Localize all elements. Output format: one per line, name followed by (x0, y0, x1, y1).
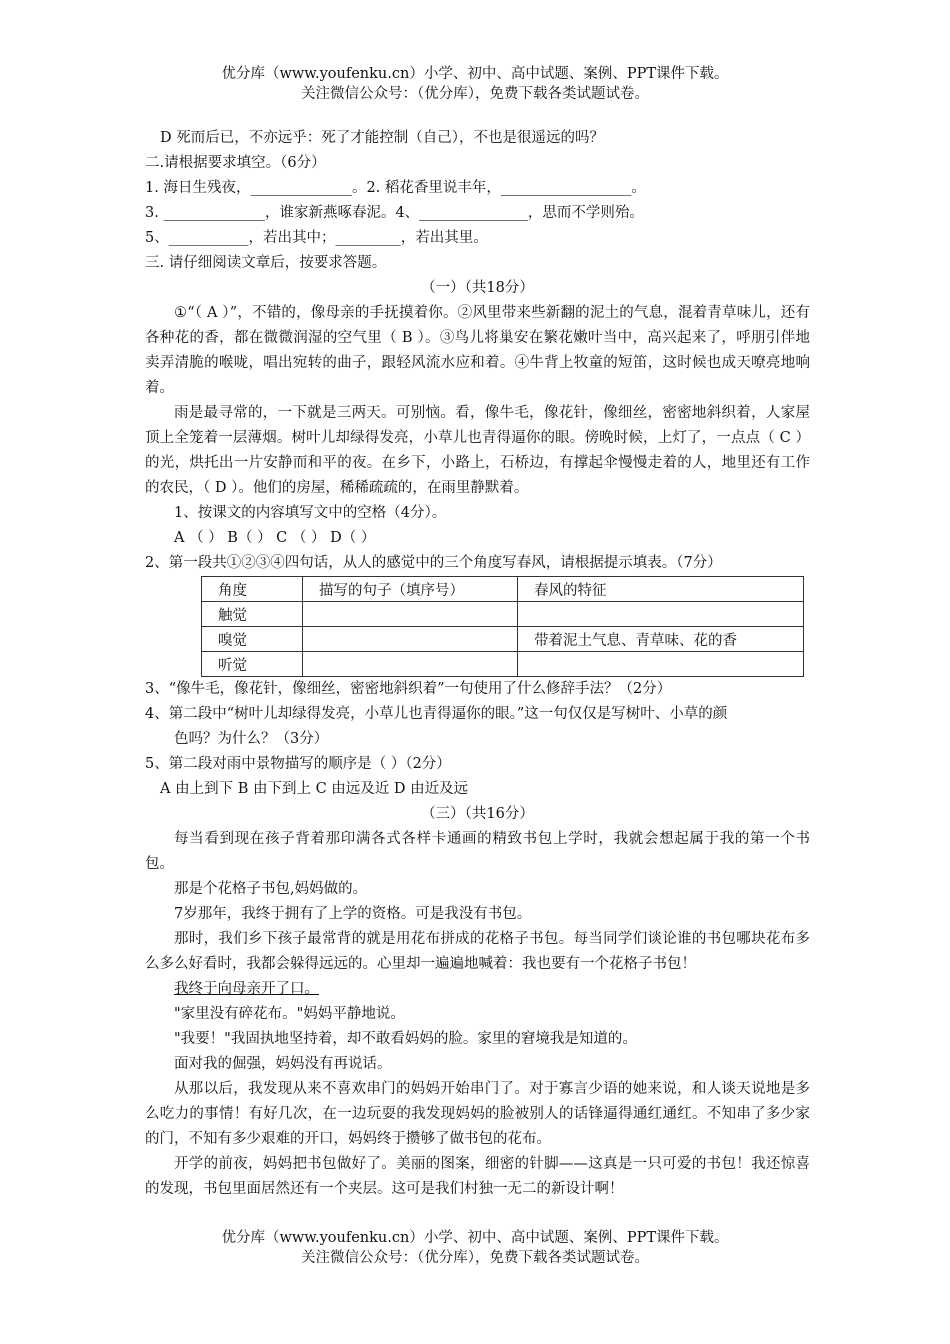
page-footer (0, 1228, 950, 1268)
table-cell (303, 652, 518, 677)
table-row (202, 602, 804, 627)
story-paragraph-2: 那是个花格子书包,妈妈做的。 (174, 881, 368, 897)
table-header-cell: 描写的句子（填序号） (303, 577, 518, 602)
table-header-row (202, 577, 804, 602)
part-1-title: （一）（共18分） (421, 280, 534, 296)
table-row (202, 652, 804, 677)
question-5-options: A 由上到下 B 由下到上 C 由远及近 D 由近及远 (160, 781, 469, 797)
question-3: 3、“像牛毛，像花针，像细丝，密密地斜织着”一句使用了什么修辞手法？（2分） (145, 681, 672, 697)
story-paragraph-5 (145, 977, 810, 1002)
story-paragraph-9: 从那以后，我发现从来不喜欢串门的妈妈开始串门了。对于寡言少语的她来说，和人谈天说地是多么吃力的事情！有好几次，在一边玩耍的我发现妈妈的脸被别人的话锋逼得通红通红。不知串了多少家的门，不知有多少艰难的开口，妈妈终于攒够了做书包的花布。 (145, 1081, 810, 1147)
passage-paragraph-1: ①“（ A ）”，不错的，像母亲的手抚摸着你。②风里带来些新翻的泥土的气息，混着青草味儿，还有各种花的香，都在微微润湿的空气里（ B ）。③鸟儿将巢安在繁花嫩叶当中，高兴起来了，呼朋引伴地卖弄清脆的喉咙，唱出宛转的曲子，跟轻风流水应和着。④牛背上牧童的短笛，这时候也成天嘹亮地响着。 (145, 305, 810, 396)
table-cell: 听觉 (202, 652, 303, 677)
header-line-1: 优分库（www.youfenku.cn）小学、初中、高中试题、案例、PPT课件下载。 (221, 66, 729, 82)
table-cell: 嗅觉 (202, 627, 303, 652)
question-1: 1、按课文的内容填写文中的空格（4分）。 (174, 505, 447, 521)
senses-table (201, 576, 804, 677)
section-2-heading: 二.请根据要求填空。（6分） (145, 155, 326, 171)
fill-blank-line-3: 5、___________，若出其中；_________，若出其里。 (145, 230, 488, 246)
table-cell: 带着泥土气息、青草味、花的香 (518, 627, 804, 652)
page-content (145, 126, 810, 1202)
footer-line-1: 优分库（www.youfenku.cn）小学、初中、高中试题、案例、PPT课件下载。 (221, 1230, 729, 1246)
table-row (202, 627, 804, 652)
story-paragraph-1: 每当看到现在孩子背着那印满各式各样卡通画的精致书包上学时，我就会想起属于我的第一个书包。 (145, 831, 810, 872)
story-paragraph-8: 面对我的倔强，妈妈没有再说话。 (174, 1056, 392, 1072)
question-5: 5、第二段对雨中景物描写的顺序是（ ）（2分） (145, 756, 451, 772)
section-3-heading: 三. 请仔细阅读文章后，按要求答题。 (145, 255, 387, 271)
part-3-title: （三）（共16分） (421, 806, 534, 822)
option-d-line: D 死而后已，不亦远乎：死了才能控制（自己），不也是很遥远的吗？ (160, 130, 604, 146)
fill-blank-line-2: 3. ______________，谁家新燕啄春泥。4、_______________，思而不学则殆。 (145, 205, 644, 221)
header-line-2: 关注微信公众号：（优分库），免费下载各类试题试卷。 (301, 86, 649, 102)
question-2: 2、第一段共①②③④四句话，从人的感觉中的三个角度写春风，请根据提示填表。（7分） (145, 555, 722, 571)
table-header-cell: 春风的特征 (518, 577, 804, 602)
table-cell (518, 602, 804, 627)
question-4-line-1: 4、第二段中“树叶儿却绿得发亮，小草儿也青得逼你的眼。”这一句仅仅是写树叶、小草的颜 (145, 706, 728, 722)
story-paragraph-4: 那时，我们乡下孩子最常背的就是用花布拼成的花格子书包。每当同学们谈论谁的书包哪块花布多么多么好看时，我都会躲得远远的。心里却一遍遍地喊着：我也要有一个花格子书包！ (145, 931, 810, 972)
table-cell (518, 652, 804, 677)
story-paragraph-7: "我要！"我固执地坚持着，却不敢看妈妈的脸。家里的窘境我是知道的。 (174, 1031, 637, 1047)
footer-line-2: 关注微信公众号：（优分库），免费下载各类试题试卷。 (301, 1250, 649, 1266)
question-4-line-2: 色吗？为什么？（3分） (174, 731, 329, 747)
underlined-sentence: 我终于向母亲开了口。 (174, 981, 319, 997)
page-header (0, 64, 950, 104)
story-paragraph-10: 开学的前夜，妈妈把书包做好了。美丽的图案，细密的针脚——这真是一只可爱的书包！我还惊喜的发现，书包里面居然还有一个夹层。这可是我们村独一无二的新设计啊！ (145, 1156, 810, 1197)
question-1-blanks: A （ ） B（ ） C （ ） D（ ） (174, 530, 376, 546)
passage-paragraph-2: 雨是最寻常的，一下就是三两天。可别恼。看，像牛毛，像花针，像细丝，密密地斜织着，人家屋顶上全笼着一层薄烟。树叶儿却绿得发亮，小草儿也青得逼你的眼。傍晚时候，上灯了，一点点（ C ）的光，烘托出一片安静而和平的夜。在乡下，小路上，石桥边，有撑起伞慢慢走着的人，地里还有工作的农民，（ D ）。他们的房屋，稀稀疏疏的，在雨里静默着。 (145, 405, 810, 496)
table-cell (303, 627, 518, 652)
fill-blank-line-1: 1. 海日生残夜，______________。2. 稻花香里说丰年，__________________。 (145, 180, 646, 196)
story-paragraph-3: 7岁那年，我终于拥有了上学的资格。可是我没有书包。 (174, 906, 532, 922)
table-header-cell: 角度 (202, 577, 303, 602)
table-cell (303, 602, 518, 627)
table-cell: 触觉 (202, 602, 303, 627)
story-paragraph-6: "家里没有碎花布。"妈妈平静地说。 (174, 1006, 405, 1022)
